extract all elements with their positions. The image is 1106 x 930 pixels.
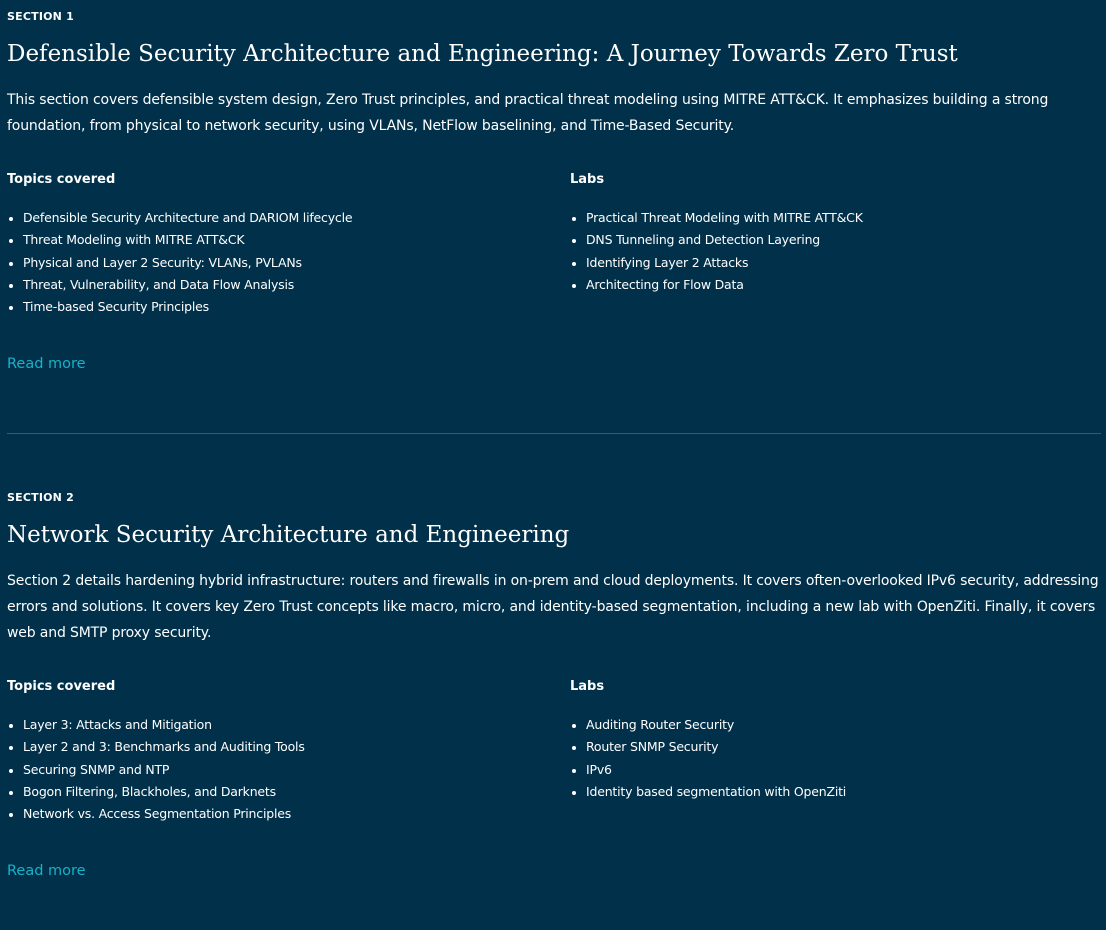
section-label: SECTION 1 (7, 10, 74, 23)
labs-list (570, 714, 846, 803)
topic-item: Layer 2 and 3: Benchmarks and Auditing Tools (7, 736, 305, 758)
lab-item: DNS Tunneling and Detection Layering (570, 229, 863, 251)
topic-item: Threat Modeling with MITRE ATT&CK (7, 229, 352, 251)
topics-heading: Topics covered (7, 172, 116, 187)
section-divider (7, 433, 1101, 434)
lab-item: Auditing Router Security (570, 714, 846, 736)
lab-item: IPv6 (570, 759, 846, 781)
section-description: This section covers defensible system design, Zero Trust principles, and practical threat modeling using MITRE ATT&CK. It emphasizes building a strong foundation, from physical to network security, using VLANs, NetFlow baselining, and Time-Based Security. (7, 92, 1049, 134)
topics-heading: Topics covered (7, 679, 116, 694)
topic-item: Network vs. Access Segmentation Principles (7, 803, 305, 825)
section-title: Defensible Security Architecture and Engineering: A Journey Towards Zero Trust (7, 41, 958, 67)
read-more-link[interactable]: Read more (7, 863, 86, 879)
section-label: SECTION 2 (7, 491, 74, 504)
labs-list (570, 207, 863, 296)
topic-item: Threat, Vulnerability, and Data Flow Analysis (7, 274, 352, 296)
labs-heading: Labs (570, 679, 605, 694)
section-title: Network Security Architecture and Engineering (7, 522, 570, 548)
topic-item: Securing SNMP and NTP (7, 759, 305, 781)
topic-item: Bogon Filtering, Blackholes, and Darknets (7, 781, 305, 803)
topic-item: Layer 3: Attacks and Mitigation (7, 714, 305, 736)
topic-item: Defensible Security Architecture and DARIOM lifecycle (7, 207, 352, 229)
topics-list (7, 714, 305, 825)
section-description: Section 2 details hardening hybrid infrastructure: routers and firewalls in on-prem and cloud deployments. It covers often-overlooked IPv6 security, addressing errors and solutions. It covers key Zero Trust concepts like macro, micro, and identity-based segmentation, including a new lab with OpenZiti. Finally, it covers web and SMTP proxy security. (7, 573, 1099, 641)
topic-item: Physical and Layer 2 Security: VLANs, PVLANs (7, 252, 352, 274)
lab-item: Practical Threat Modeling with MITRE ATT&CK (570, 207, 863, 229)
lab-item: Router SNMP Security (570, 736, 846, 758)
topics-list (7, 207, 352, 318)
topic-item: Time-based Security Principles (7, 296, 352, 318)
lab-item: Identity based segmentation with OpenZiti (570, 781, 846, 803)
lab-item: Identifying Layer 2 Attacks (570, 252, 863, 274)
read-more-link[interactable]: Read more (7, 356, 86, 372)
lab-item: Architecting for Flow Data (570, 274, 863, 296)
labs-heading: Labs (570, 172, 605, 187)
